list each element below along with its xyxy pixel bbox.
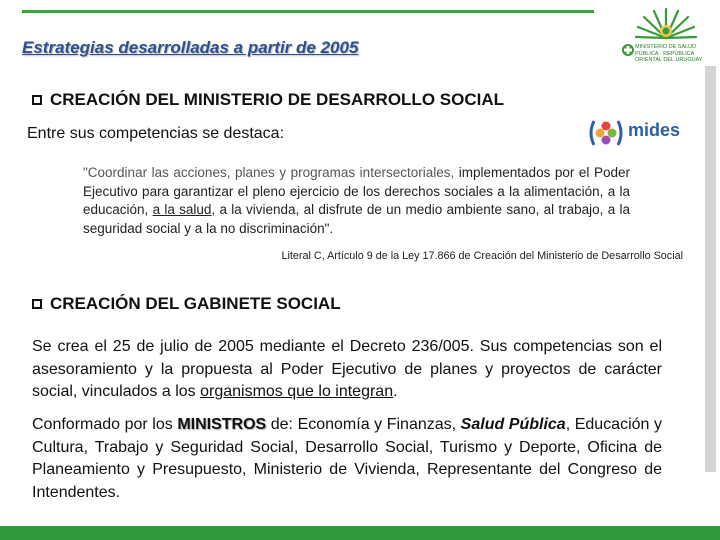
quote-rest: implementados por el Poder Ejecutivo para garantizar el pleno ejercicio de los derechos sociales a la alimentación, a la educación,: [83, 165, 631, 217]
checkbox-bullet-icon: [32, 299, 42, 309]
law-citation: Literal C, Artículo 9 de la Ley 17.866 de Creación del Ministerio de Desarrollo Social: [281, 250, 683, 262]
mides-logo: [586, 118, 686, 148]
msp-tree-icon: [616, 4, 714, 82]
mides-star-icon: [586, 118, 626, 148]
right-side-rule: [705, 66, 716, 472]
quote-salud: a la salud,: [152, 202, 216, 217]
section-heading-gabinete: [32, 294, 341, 314]
competencias-intro: Entre sus competencias se destaca:: [27, 125, 285, 142]
gabinete-paragraph-text: Se crea el 25 de julio de 2005 mediante el Decreto 236/005. Sus competencias son el asesoramiento y la propuesta al Poder Ejecutivo de planes y proyectos de carácter social, vinculados a los: [32, 338, 662, 400]
msp-logo-caption: MINISTERIO DE SALUD PÚBLICA · REPÚBLICA ORIENTAL DEL URUGUAY: [635, 44, 703, 63]
salud-publica-emphasis: Salud Pública: [460, 416, 566, 433]
section-heading-gabinete-text: CREACIÓN DEL GABINETE SOCIAL: [50, 294, 341, 313]
quote-tail: a la vivienda, al disfrute de un medio ambiente sano, al trabajo, a la seguridad social y a la no discriminación".: [83, 202, 630, 236]
mides-logo-text: mides: [628, 120, 681, 140]
bottom-bar: [0, 526, 720, 540]
ministros-mid: de: Economía y Finanzas,: [266, 416, 461, 433]
ministros-paragraph: [32, 414, 662, 504]
gabinete-paragraph-end: .: [393, 383, 398, 400]
ministros-lead: Conformado por los: [32, 416, 178, 433]
quote-lead: "Coordinar las acciones, planes y programas intersectoriales,: [83, 165, 455, 180]
top-rule: [22, 10, 594, 13]
msp-logo: [616, 4, 714, 82]
ministros-emphasis: MINISTROS: [177, 416, 267, 433]
organismos-underlined: organismos que lo integran: [200, 383, 394, 400]
section-heading-mides-text: CREACIÓN DEL MINISTERIO DE DESARROLLO SOCIAL: [50, 90, 504, 109]
ministros-list: , Educación y Cultura, Trabajo y Seguridad Social, Desarrollo Social, Turismo y Deporte, Oficina de Planeamiento y Presupuesto, Ministerio de Vivienda, Representante del Congreso de Intendentes.: [32, 416, 662, 501]
gabinete-paragraph: [32, 336, 662, 404]
page-title: Estrategias desarrolladas a partir de 2005: [22, 38, 359, 57]
checkbox-bullet-icon: [32, 95, 42, 105]
law-quote: [83, 164, 630, 238]
section-heading-mides: [32, 90, 504, 110]
